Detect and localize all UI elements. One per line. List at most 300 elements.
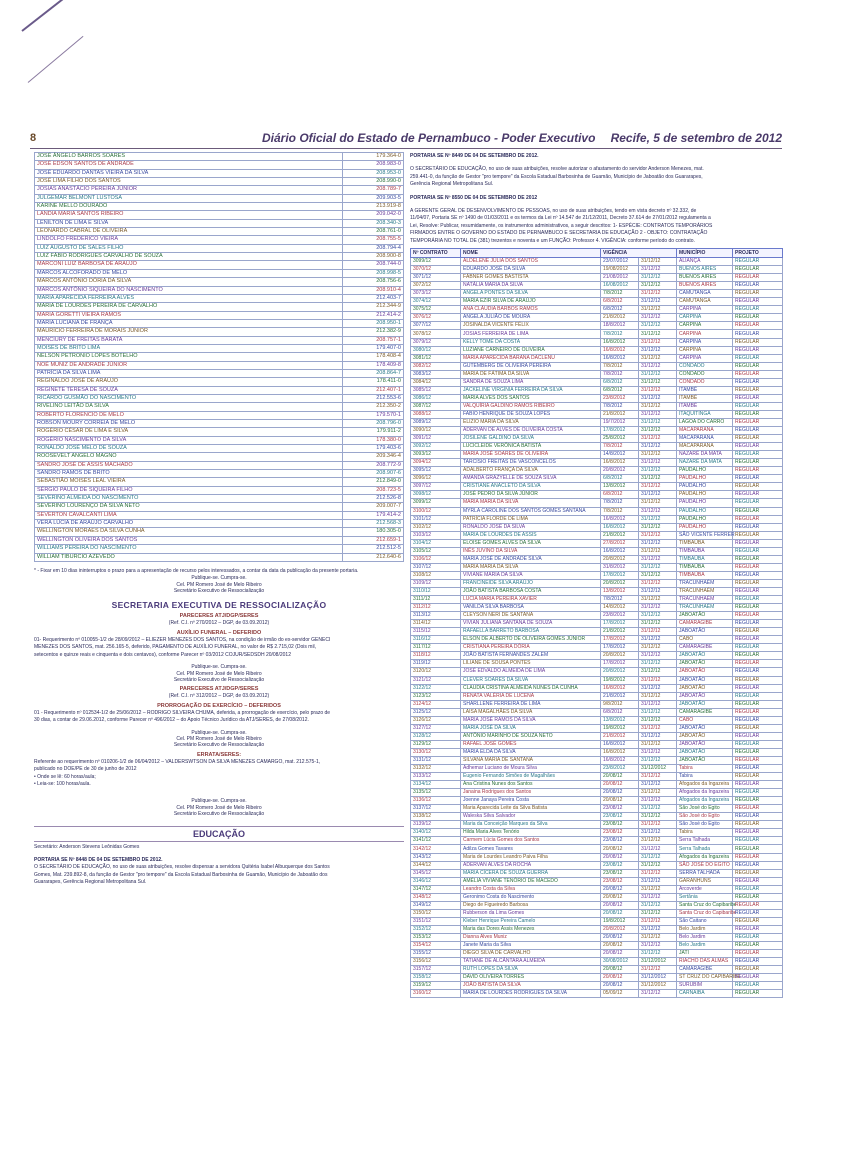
contract-city: Tabira xyxy=(677,773,733,781)
contract-end: 31/12/12 xyxy=(639,845,677,853)
contract-name: FÁBNER GOMES BASTISTA xyxy=(461,274,601,282)
contract-end: 31/12/12 xyxy=(639,837,677,845)
table-row xyxy=(35,386,404,394)
contract-start: 18/8/2012 xyxy=(601,322,639,330)
contract-end: 31/12/12 xyxy=(639,459,677,467)
servant-id: 179.570-1 xyxy=(343,411,404,419)
contract-end: 31/12/12 xyxy=(639,346,677,354)
contract-city: CABO xyxy=(677,716,733,724)
table-row xyxy=(35,228,404,236)
servant-id: 208.794-4 xyxy=(343,244,404,252)
contract-end: 31/12/12 xyxy=(639,507,677,515)
contract-city: CARPINA xyxy=(677,314,733,322)
servant-id: 209.346-4 xyxy=(343,453,404,461)
servant-name: SÉRGIO PAULO DE SIQUEIRA FILHO xyxy=(35,486,343,494)
contract-start: 6/8/2012 xyxy=(601,306,639,314)
contract-name: GUTEMBERG DE OLIVEIRA PEREIRA xyxy=(461,362,601,370)
contract-project: REGULAR xyxy=(733,990,783,998)
contract-end: 31/12/12 xyxy=(639,258,677,266)
contract-name: ADERVAN ALVES DA ROCHA xyxy=(461,861,601,869)
table-row xyxy=(35,353,404,361)
contract-name: JOSILENE GALDINO DA SILVA xyxy=(461,435,601,443)
contract-project: REGULAR xyxy=(733,523,783,531)
contract-end: 31/12/12 xyxy=(639,330,677,338)
contract-project: REGULAR xyxy=(733,756,783,764)
column-header: NOME xyxy=(461,249,601,258)
table-row xyxy=(35,553,404,561)
contract-name: TARCÍSIO FREITAS DE VASCONCELOS xyxy=(461,459,601,467)
contract-project: REGULAR xyxy=(733,338,783,346)
contract-name: SILVANA MARIA DE SANTANA xyxy=(461,756,601,764)
servant-name: JOSIAS ANASTÁCIO PEREIRA JÚNIOR xyxy=(35,186,343,194)
contract-end: 31/12/12 xyxy=(639,893,677,901)
contract-number: 3117/12 xyxy=(411,644,461,652)
servant-name: MARIA LUCIANA DE FRANÇA xyxy=(35,319,343,327)
contract-start: 23/8/2012 xyxy=(601,394,639,402)
contract-project: REGULAR xyxy=(733,612,783,620)
page-title: Diário Oficial do Estado de Pernambuco - Poder Executivo xyxy=(262,131,596,145)
table-row xyxy=(411,346,783,354)
table-row xyxy=(35,411,404,419)
contract-start: 16/8/2012 xyxy=(601,354,639,362)
publish-note: Publique-se. Cumpra-se. xyxy=(191,729,247,736)
table-row xyxy=(411,604,783,612)
contract-name: Diego de Figueiredo Barbosa xyxy=(461,901,601,909)
table-row xyxy=(411,724,783,732)
table-row xyxy=(35,461,404,469)
contract-number: 3110/12 xyxy=(411,587,461,595)
contract-city: NAZARÉ DA MATA xyxy=(677,459,733,467)
contract-city: JABOATÃO xyxy=(677,756,733,764)
contract-name: AMÉLIA VIVIANE TENÓRIO DE MACEDO xyxy=(461,877,601,885)
contract-name: ANGELA PONTES DA SILVA xyxy=(461,290,601,298)
contract-end: 31/12/12 xyxy=(639,338,677,346)
contract-project: REGULAR xyxy=(733,748,783,756)
contract-start: 7/8/2012 xyxy=(601,507,639,515)
contract-city: PAUDALHO xyxy=(677,475,733,483)
contract-city: CARPINA xyxy=(677,338,733,346)
contract-end: 31/12/12 xyxy=(639,354,677,362)
servant-name: NELSON PETRONIO LOPES BOTELHO xyxy=(35,353,343,361)
contract-name: MARIA CÍCERA DE SOUZA GUERRA xyxy=(461,869,601,877)
contract-end: 31/12/12 xyxy=(639,700,677,708)
contract-name: PATRÍCIA FLORDE DE LIMA xyxy=(461,515,601,523)
contract-city: PAUDALHO xyxy=(677,499,733,507)
reference: (Ref. C.I. nº 312/2012 – DGP, de 03.09.2012) xyxy=(168,693,270,700)
contract-number: 3099/12 xyxy=(411,499,461,507)
contract-start: 17/8/2012 xyxy=(601,660,639,668)
contract-number: 3140/12 xyxy=(411,829,461,837)
contract-number: 3114/12 xyxy=(411,620,461,628)
contract-city: TRACUNHAÉM xyxy=(677,587,733,595)
table-row xyxy=(411,853,783,861)
contract-city: Belo Jardim xyxy=(677,934,733,942)
servant-name: WELLINGTON OLIVEIRA DOS SANTOS xyxy=(35,536,343,544)
servant-id: 208.796-0 xyxy=(343,420,404,428)
contract-name: MARIA ELDA DA SILVA xyxy=(461,748,601,756)
contract-start: 20/8/2012 xyxy=(601,579,639,587)
contract-city: JABOATÃO xyxy=(677,660,733,668)
contract-start: 16/08/2012 xyxy=(601,282,639,290)
contract-name: MARIA JOSÉ DE ANDRADE SILVA xyxy=(461,555,601,563)
section-title: SECRETARIA EXECUTIVA DE RESSOCIALIZAÇÃO xyxy=(111,600,327,611)
contract-start: 20/8/2012 xyxy=(601,668,639,676)
body-text: 01 - Requerimento nº 012534-1/2 de 25/06/2012 – RODRIGO SILVEIRA CHUMA, deferida, a prorrogação de exercício, pelo prazo de xyxy=(34,709,331,716)
contract-start: 14/8/2012 xyxy=(601,451,639,459)
table-row xyxy=(35,294,404,302)
publish-note: Publique-se. Cumpra-se. xyxy=(191,575,247,582)
servant-name: ROBERTO FLORENCIO DE MELO xyxy=(35,411,343,419)
contract-number: 3092/12 xyxy=(411,443,461,451)
contract-end: 31/12/12 xyxy=(639,579,677,587)
servant-name: MARCOS ANTÔNIO DÓRIA DA SILVA xyxy=(35,278,343,286)
contract-name: Adhemar Luciano de Moura Silva xyxy=(461,765,601,773)
servant-name: RICARDO GUSMÃO DO NASCIMENTO xyxy=(35,394,343,402)
table-row xyxy=(35,445,404,453)
contract-city: TRACUNHAÉM xyxy=(677,596,733,604)
contract-end: 31/12/12 xyxy=(639,467,677,475)
contract-name: JACKELINE VIRGÍNIA FERREIRA DA SILVA xyxy=(461,386,601,394)
servant-name: MARIA GORETTI VIEIRA RAMOS xyxy=(35,311,343,319)
table-row xyxy=(411,781,783,789)
contract-start: 20/08/12 xyxy=(601,781,639,789)
contract-start: 13/8/2012 xyxy=(601,716,639,724)
contract-start: 23/8/2012 xyxy=(601,765,639,773)
contract-city: CAMARAGIBE xyxy=(677,620,733,628)
contract-city: CAMUTANGA xyxy=(677,290,733,298)
table-row xyxy=(411,676,783,684)
contract-start: 6/8/2012 xyxy=(601,386,639,394)
contract-number: 3129/12 xyxy=(411,740,461,748)
table-row xyxy=(411,596,783,604)
contract-name: ELOISE GOMES ALVES DA SILVA xyxy=(461,539,601,547)
contract-project: REGULAR xyxy=(733,547,783,555)
contract-start: 6/8/2012 xyxy=(601,475,639,483)
contract-name: ANA CLÁUDIA BARBOS RAMOS xyxy=(461,306,601,314)
contract-end: 31/12/12 xyxy=(639,773,677,781)
table-row xyxy=(411,869,783,877)
table-row xyxy=(35,169,404,177)
contract-name: MARIA DE FÁTIMA DA SILVA xyxy=(461,370,601,378)
contract-name: MARIA DE LOURDES RODRIGUES DA SILVA xyxy=(461,990,601,998)
table-row xyxy=(411,314,783,322)
contract-city: JABOATÃO xyxy=(677,668,733,676)
contract-start: 7/8/2012 xyxy=(601,402,639,410)
contract-name: MARIA DE LOURDES DE ASSIS xyxy=(461,531,601,539)
contract-number: 3097/12 xyxy=(411,483,461,491)
contract-number: 3070/12 xyxy=(411,266,461,274)
contract-project: REGULAR xyxy=(733,797,783,805)
servant-id: 208.744-0 xyxy=(343,261,404,269)
contract-number: 3143/12 xyxy=(411,853,461,861)
contract-project: REGULAR xyxy=(733,917,783,925)
table-row xyxy=(35,278,404,286)
contract-start: 23/08/12 xyxy=(601,869,639,877)
contract-city: LAGOA DO CARRO xyxy=(677,419,733,427)
servant-id: 178.409-8 xyxy=(343,361,404,369)
contract-end: 31/12/12 xyxy=(639,322,677,330)
contract-project: REGULAR xyxy=(733,282,783,290)
contract-end: 31/12/12 xyxy=(639,966,677,974)
contract-name: CRISTIANE ANACLETO DA SILVA xyxy=(461,483,601,491)
contract-project: REGULAR xyxy=(733,652,783,660)
contract-city: São José do Egito xyxy=(677,821,733,829)
servant-id: 209.007-7 xyxy=(343,503,404,511)
contract-city: SÃO VICENTE FERRER xyxy=(677,531,733,539)
contract-name: Eugenio Fernando Simões de Magalhães xyxy=(461,773,601,781)
table-row xyxy=(411,338,783,346)
contract-project: REGULAR xyxy=(733,306,783,314)
servant-name: MARIA APARECIDA FERREIRA ALVES xyxy=(35,294,343,302)
contract-number: 3152/12 xyxy=(411,925,461,933)
contract-end: 31/12/12 xyxy=(639,829,677,837)
contract-start: 20/08/12 xyxy=(601,934,639,942)
contract-number: 3159/12 xyxy=(411,982,461,990)
contract-end: 31/12/12 xyxy=(639,950,677,958)
contract-project: REGULAR xyxy=(733,958,783,966)
contract-city: RIACHO DAS ALMAS xyxy=(677,958,733,966)
contract-start: 14/8/2012 xyxy=(601,604,639,612)
contract-end: 31/12/12 xyxy=(639,789,677,797)
body-text: setecentos e quinze reais e cinquenta e dois centavos), conforme Parecer nº 03/2012 COJUR/SEDSDH 20/08/2012 xyxy=(34,651,291,658)
table-row xyxy=(411,410,783,418)
contract-start: 20/08/12 xyxy=(601,885,639,893)
table-row xyxy=(411,459,783,467)
contract-start: 17/8/2012 xyxy=(601,636,639,644)
servants-table xyxy=(34,152,404,562)
contract-city: CAMUTANGA xyxy=(677,298,733,306)
contract-city: SÃO JOSÉ DO EGITO xyxy=(677,861,733,869)
table-row xyxy=(411,362,783,370)
table-row xyxy=(411,950,783,958)
contract-project: REGULAR xyxy=(733,974,783,982)
contract-start: 6/8/2012 xyxy=(601,298,639,306)
table-row xyxy=(411,555,783,563)
contract-name: LAISA MAGALHÃES DA SILVA xyxy=(461,708,601,716)
servant-id: 212.403-7 xyxy=(343,294,404,302)
contract-city: ITAMBÉ xyxy=(677,386,733,394)
servant-name: LEONARDO CABRAL DE OLIVEIRA xyxy=(35,228,343,236)
servant-id: 212.553-6 xyxy=(343,394,404,402)
table-row xyxy=(411,636,783,644)
table-row xyxy=(411,427,783,435)
contract-end: 31/12/12 xyxy=(639,668,677,676)
contract-name: ELSON DE ALBERTO DE OLIVEIRA GOMES JÚNIOR xyxy=(461,636,601,644)
servant-id: 178.408-4 xyxy=(343,353,404,361)
contract-start: 20/08/12 xyxy=(601,950,639,958)
servant-name: SEBASTIÃO MOISÉS LEAL VIEIRA xyxy=(35,478,343,486)
contract-city: ALIANÇA xyxy=(677,258,733,266)
contract-end: 31/12/12 xyxy=(639,515,677,523)
contract-project: REGULAR xyxy=(733,555,783,563)
subsection-title: PRORROGAÇÃO DE EXERCÍCIO – DEFERIDOS xyxy=(157,702,281,709)
contract-start: 21/8/2012 xyxy=(601,314,639,322)
publish-note: Publique-se. Cumpra-se. xyxy=(191,664,247,671)
contract-number: 3104/12 xyxy=(411,539,461,547)
contract-number: 3144/12 xyxy=(411,861,461,869)
contract-start: 16/8/2012 xyxy=(601,684,639,692)
contract-project: REGULAR xyxy=(733,950,783,958)
contract-project: REGULAR xyxy=(733,700,783,708)
contract-start: 20/08/12 xyxy=(601,797,639,805)
contract-start: 20/8/2012 xyxy=(601,555,639,563)
contract-city: TIMBAÚBA xyxy=(677,555,733,563)
table-row xyxy=(411,789,783,797)
contract-project: REGULAR xyxy=(733,628,783,636)
contract-end: 31/12/12 xyxy=(639,427,677,435)
contract-name: Waleska Silva Salvador xyxy=(461,813,601,821)
table-row xyxy=(411,773,783,781)
contract-end: 31/12/12 xyxy=(639,314,677,322)
table-row xyxy=(411,829,783,837)
servant-id: 208.907-6 xyxy=(343,470,404,478)
contract-name: Janete Maria da Silva xyxy=(461,942,601,950)
contract-project: REGULAR xyxy=(733,370,783,378)
contract-start: 20/08/12 xyxy=(601,773,639,781)
column-header: PROJETO xyxy=(733,249,783,258)
contract-project: REGULAR xyxy=(733,740,783,748)
contract-name: LUCIA MARIA PEREIRA XAVIER xyxy=(461,596,601,604)
contract-number: 3071/12 xyxy=(411,274,461,282)
servant-id: 179.911-2 xyxy=(343,428,404,436)
contract-name: CLAUDIA CRISTINA ALMEIDA NUNES DA CUNHA xyxy=(461,684,601,692)
servant-name: JULGEMAR BELMONT LUSTOSA xyxy=(35,194,343,202)
contract-end: 31/12/12 xyxy=(639,612,677,620)
contract-project: REGULAR xyxy=(733,362,783,370)
contract-project: REGULAR xyxy=(733,531,783,539)
table-row xyxy=(35,403,404,411)
table-row xyxy=(35,286,404,294)
contract-end: 31/12/12 xyxy=(639,306,677,314)
contract-city: MACAPARANA xyxy=(677,443,733,451)
table-row xyxy=(411,934,783,942)
table-row xyxy=(411,443,783,451)
table-row xyxy=(411,644,783,652)
contract-city: JABOATÃO xyxy=(677,692,733,700)
contract-end: 31/12/12 xyxy=(639,942,677,950)
contract-name: Geronimo Costa do Nascimento xyxy=(461,893,601,901)
table-row xyxy=(411,282,783,290)
contract-name: JOÃO BATISTA BARBOSA COSTA xyxy=(461,587,601,595)
servant-id: 208.761-0 xyxy=(343,228,404,236)
contract-project: REGULAR xyxy=(733,620,783,628)
servant-id: 208.950-1 xyxy=(343,319,404,327)
signature-name: Cel. PM Romero José de Melo Ribeiro xyxy=(176,804,262,811)
contract-start: 16/8/2012 xyxy=(601,740,639,748)
right-column xyxy=(410,152,782,998)
contract-project: REGULAR xyxy=(733,901,783,909)
contract-end: 31/12/12 xyxy=(639,797,677,805)
contract-start: 16/8/2012 xyxy=(601,338,639,346)
table-row xyxy=(35,394,404,402)
body-text: TEMPORÁRIA NO TOTAL DE (381) trezentos e noventa e um FUNÇÃO: Professor 4. VIGÊNCIA: conforme período do contrato. xyxy=(410,237,695,244)
contract-name: LILIANE DE SOUSA PONTES xyxy=(461,660,601,668)
contract-city: CAMARAGIBE xyxy=(677,644,733,652)
servant-id: 208.953-0 xyxy=(343,169,404,177)
contract-city: CARPINA xyxy=(677,306,733,314)
column-header: MUNICÍPIO xyxy=(677,249,733,258)
contract-number: 3132/12 xyxy=(411,765,461,773)
contract-project: REGULAR xyxy=(733,515,783,523)
servant-id: 209.042-0 xyxy=(343,211,404,219)
contract-city: SERRA TALHADA xyxy=(677,869,733,877)
servant-id: 208.723-5 xyxy=(343,486,404,494)
contract-city: São Caitano xyxy=(677,917,733,925)
contract-start: 23/08/12 xyxy=(601,813,639,821)
contract-start: 20/08/12 xyxy=(601,974,639,982)
table-row xyxy=(411,467,783,475)
contract-end: 31/12/12 xyxy=(639,282,677,290)
contract-project: REGULAR xyxy=(733,789,783,797)
contract-number: 3085/12 xyxy=(411,386,461,394)
contract-project: REGULAR xyxy=(733,966,783,974)
table-row xyxy=(411,909,783,917)
contract-end: 31/12/12 xyxy=(639,483,677,491)
contract-number: 3077/12 xyxy=(411,322,461,330)
table-row xyxy=(411,708,783,716)
servant-name: MAURÍCIO FERREIRA DE MORAIS JÚNIOR xyxy=(35,328,343,336)
table-row xyxy=(411,901,783,909)
contract-name: RUTH LOPES DA SILVA xyxy=(461,966,601,974)
contract-project: REGULAR xyxy=(733,732,783,740)
contract-city: JABOATÃO xyxy=(677,700,733,708)
body-text: 11/04/07, Portaria SE nº 1490 de 01/03/2011 e os termos da Lei nº 14.547 de 21/12/2011, Decreto 37.614 de 27/01/2012 regulamenta a xyxy=(410,215,711,222)
contract-number: 3087/12 xyxy=(411,402,461,410)
table-row xyxy=(35,319,404,327)
contract-number: 3147/12 xyxy=(411,885,461,893)
contract-end: 31/12/12 xyxy=(639,805,677,813)
body-text: publicado no DOE/PE de 30 de junho de 2012 xyxy=(34,766,137,773)
contract-project: REGULAR xyxy=(733,604,783,612)
contract-name: AMANDA GRAZYELLE DE SOUZA SILVA xyxy=(461,475,601,483)
contract-number: 3098/12 xyxy=(411,491,461,499)
contract-number: 3135/12 xyxy=(411,789,461,797)
contract-end: 31/12/12 xyxy=(639,756,677,764)
contract-city: CARPINA xyxy=(677,354,733,362)
contract-end: 31/12/12 xyxy=(639,475,677,483)
servant-name: VERA LÚCIA DE ARAÚJO CARVALHO xyxy=(35,520,343,528)
contract-start: 23/08/12 xyxy=(601,877,639,885)
contract-end: 31/12/12 xyxy=(639,539,677,547)
contract-city: JABOATÃO xyxy=(677,628,733,636)
contract-name: JOÃO BATISTA FERNANDES ZALEM xyxy=(461,652,601,660)
contract-name: CLEVER SOARES DA SILVA xyxy=(461,676,601,684)
contract-start: 20/08/12 xyxy=(601,982,639,990)
contract-city: CAMARAGIBE xyxy=(677,966,733,974)
contract-city: JABOATÃO xyxy=(677,684,733,692)
contract-number: 3130/12 xyxy=(411,748,461,756)
contract-project: REGULAR xyxy=(733,258,783,266)
contract-number: 3122/12 xyxy=(411,684,461,692)
contract-number: 3089/12 xyxy=(411,419,461,427)
contract-end: 31/12/2012 xyxy=(639,765,677,773)
contract-city: JABOATÃO xyxy=(677,732,733,740)
contract-project: REGULAR xyxy=(733,427,783,435)
section-title: EDUCAÇÃO xyxy=(34,826,404,842)
servant-id: 208.772-9 xyxy=(343,461,404,469)
table-row xyxy=(35,311,404,319)
contract-name: FRANCINEIDE SILVA ARAÚJO xyxy=(461,579,601,587)
contract-number: 3148/12 xyxy=(411,893,461,901)
contract-start: 7/8/2012 xyxy=(601,290,639,298)
body-text: • Onde se lê: 60 horas/aula; xyxy=(34,773,96,780)
contract-project: REGULAR xyxy=(733,644,783,652)
contract-project: REGULAR xyxy=(733,684,783,692)
table-row xyxy=(35,203,404,211)
contract-number: 3099/12 xyxy=(411,258,461,266)
column-header: VIGÊNCIA xyxy=(601,249,677,258)
contract-number: 3139/12 xyxy=(411,821,461,829)
